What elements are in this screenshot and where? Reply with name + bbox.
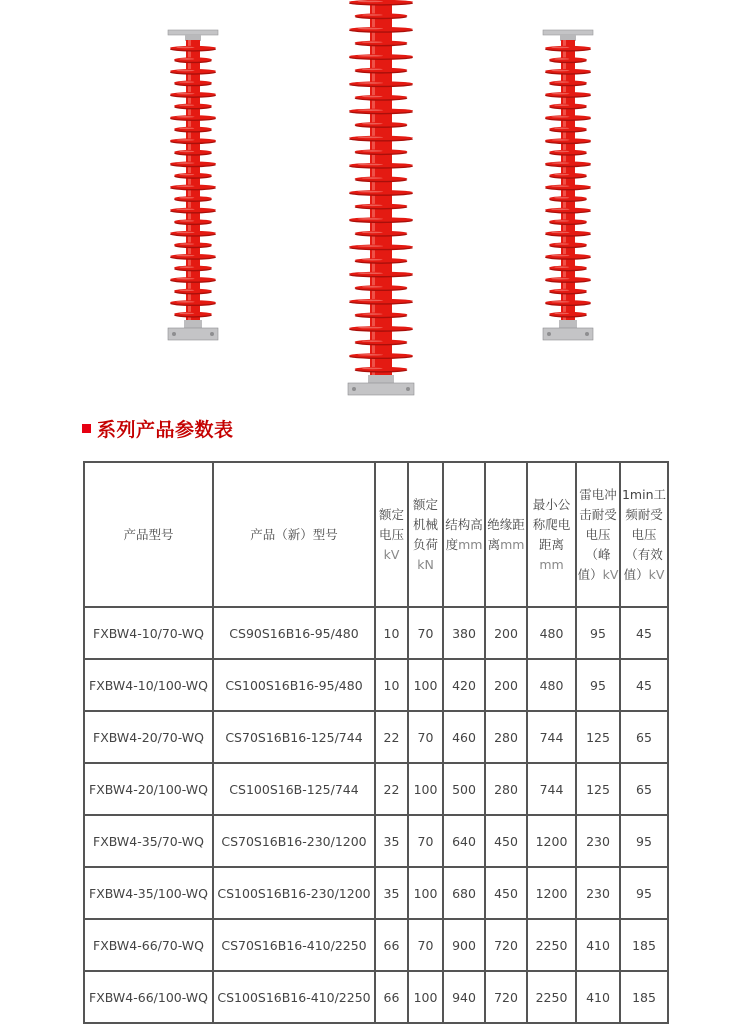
table-cell: 680 [444, 868, 484, 918]
table-cell: FXBW4-10/70-WQ [85, 608, 212, 658]
table-cell: 1200 [528, 816, 575, 866]
header-unit: kV [383, 546, 400, 562]
header-cell [214, 463, 374, 606]
header-label: 雷电冲击耐受电压（峰值） [577, 486, 617, 582]
table-cell: 35 [376, 816, 407, 866]
table-cell: 10 [376, 660, 407, 710]
table-cell: CS70S16B16-125/744 [214, 712, 374, 762]
table-cell: 230 [577, 816, 619, 866]
section-heading [82, 414, 234, 442]
table-cell: 95 [621, 816, 667, 866]
header-unit: mm [458, 536, 483, 552]
table-cell: 720 [486, 972, 526, 1022]
table-cell: 95 [621, 868, 667, 918]
composite-post-insulator-left-icon [168, 30, 218, 340]
header-unit: mm [539, 556, 564, 572]
section-title: 系列产品参数表 [97, 418, 234, 441]
table-cell: 35 [376, 868, 407, 918]
table-cell: 65 [621, 764, 667, 814]
header-cell [577, 463, 619, 606]
table-cell: 744 [528, 764, 575, 814]
table-cell: 480 [528, 608, 575, 658]
table-row [85, 764, 667, 814]
table-cell: 125 [577, 712, 619, 762]
table-cell: CS100S16B16-230/1200 [214, 868, 374, 918]
table-cell: 185 [621, 920, 667, 970]
table-cell: 100 [409, 764, 442, 814]
table-cell: 280 [486, 712, 526, 762]
table-cell: 200 [486, 608, 526, 658]
table-row [85, 868, 667, 918]
table-cell: 22 [376, 764, 407, 814]
header-label: 绝缘距离 [487, 516, 525, 552]
header-cell [621, 463, 667, 606]
table-cell: 640 [444, 816, 484, 866]
table-row [85, 920, 667, 970]
table-cell: FXBW4-20/100-WQ [85, 764, 212, 814]
table-cell: 95 [577, 608, 619, 658]
header-cell [85, 463, 212, 606]
table-cell: 720 [486, 920, 526, 970]
table-cell: 1200 [528, 868, 575, 918]
table-cell: 450 [486, 868, 526, 918]
table-cell: FXBW4-35/70-WQ [85, 816, 212, 866]
table-cell: CS90S16B16-95/480 [214, 608, 374, 658]
table-header-row [85, 463, 667, 606]
table-cell: 22 [376, 712, 407, 762]
table-cell: 410 [577, 972, 619, 1022]
table-cell: 70 [409, 816, 442, 866]
table-cell: 66 [376, 972, 407, 1022]
table-cell: 100 [409, 868, 442, 918]
table-cell: 70 [409, 608, 442, 658]
header-unit: mm [500, 536, 525, 552]
table-row [85, 712, 667, 762]
table-cell: 65 [621, 712, 667, 762]
table-cell: 744 [528, 712, 575, 762]
header-cell [409, 463, 442, 606]
parameter-table [83, 461, 669, 1024]
table-cell: 280 [486, 764, 526, 814]
table-cell: 45 [621, 608, 667, 658]
table-cell: 900 [444, 920, 484, 970]
header-label: 产品（新）型号 [250, 526, 338, 542]
table-cell: 70 [409, 712, 442, 762]
header-cell [444, 463, 484, 606]
table-cell: 66 [376, 920, 407, 970]
red-square-bullet-icon [82, 424, 91, 433]
table-cell: 2250 [528, 920, 575, 970]
table-cell: CS100S16B16-95/480 [214, 660, 374, 710]
header-unit: kN [417, 556, 434, 572]
table-cell: 100 [409, 660, 442, 710]
table-row [85, 972, 667, 1022]
table-cell: FXBW4-66/70-WQ [85, 920, 212, 970]
header-cell [486, 463, 526, 606]
table-cell: FXBW4-35/100-WQ [85, 868, 212, 918]
table-cell: 230 [577, 868, 619, 918]
product-photo-strip [0, 0, 750, 400]
header-label: 额定机械负荷 [412, 496, 438, 552]
table-cell: 45 [621, 660, 667, 710]
table-cell: CS70S16B16-410/2250 [214, 920, 374, 970]
table-row [85, 660, 667, 710]
composite-post-insulator-center-icon [348, 0, 414, 395]
table-row [85, 816, 667, 866]
table-cell: CS100S16B16-410/2250 [214, 972, 374, 1022]
header-cell [528, 463, 575, 606]
table-cell: 2250 [528, 972, 575, 1022]
header-cell [376, 463, 407, 606]
header-label: 最小公称爬电距离 [532, 496, 571, 552]
table-cell: 450 [486, 816, 526, 866]
table-cell: FXBW4-66/100-WQ [85, 972, 212, 1022]
table-cell: 940 [444, 972, 484, 1022]
header-label: 产品型号 [123, 526, 174, 542]
table-cell: 185 [621, 972, 667, 1022]
table-row [85, 608, 667, 658]
header-label: 1min工频耐受电压（有效值） [621, 486, 667, 582]
table-cell: 420 [444, 660, 484, 710]
header-label: 结构高度 [445, 516, 483, 552]
table-cell: 10 [376, 608, 407, 658]
table-cell: 380 [444, 608, 484, 658]
table-cell: 125 [577, 764, 619, 814]
table-cell: 500 [444, 764, 484, 814]
table-cell: FXBW4-20/70-WQ [85, 712, 212, 762]
table-cell: 410 [577, 920, 619, 970]
table-cell: FXBW4-10/100-WQ [85, 660, 212, 710]
table-cell: CS70S16B16-230/1200 [214, 816, 374, 866]
table-cell: 100 [409, 972, 442, 1022]
composite-post-insulator-right-icon [543, 30, 593, 340]
table-cell: CS100S16B-125/744 [214, 764, 374, 814]
header-unit: kV [602, 566, 619, 582]
table-cell: 460 [444, 712, 484, 762]
header-label: 额定电压 [378, 506, 404, 542]
table-cell: 200 [486, 660, 526, 710]
header-unit: kV [648, 566, 665, 582]
table-cell: 95 [577, 660, 619, 710]
table-cell: 480 [528, 660, 575, 710]
table-cell: 70 [409, 920, 442, 970]
